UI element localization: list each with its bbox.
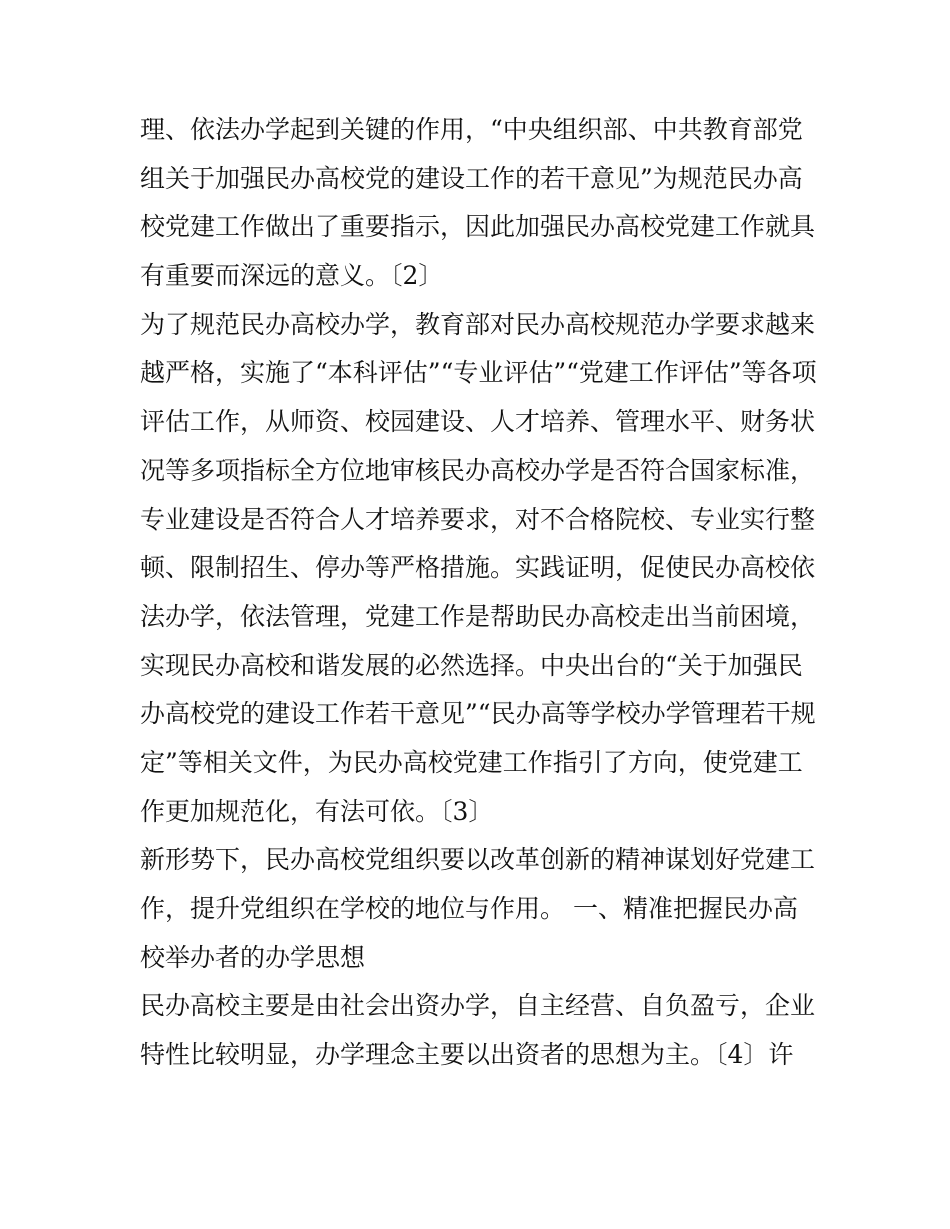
text-line-3: 校党建工作做出了重要指示，因此加强民办高校党建工作就具 bbox=[140, 212, 816, 242]
text-line-19: 民办高校主要是由社会出资办学，自主经营、自负盈亏，企业 bbox=[140, 991, 816, 1021]
text-line-14: 定”等相关文件，为民办高校党建工作指引了方向，使党建工 bbox=[140, 747, 803, 777]
text-line-17: 作，提升党组织在学校的地位与作用。 一、精准把握民办高 bbox=[140, 894, 798, 923]
text-line-1: 理、依法办学起到关键的作用，“中央组织部、中共教育部党 bbox=[140, 115, 803, 144]
text-line-13: 办高校党的建设工作若干意见”“民办高等学校办学管理若干规 bbox=[140, 699, 816, 729]
text-line-8: 况等多项指标全方位地审核民办高校办学是否符合国家标准， bbox=[140, 455, 816, 485]
document-body bbox=[140, 106, 820, 1080]
text-line-18: 校举办者的办学思想 bbox=[140, 942, 366, 972]
text-line-9: 专业建设是否符合人才培养要求，对不合格院校、专业实行整 bbox=[140, 504, 816, 534]
text-line-10: 顿、限制招生、停办等严格措施。实践证明，促使民办高校依 bbox=[140, 553, 816, 583]
text-line-2: 组关于加强民办高校党的建设工作的若干意见”为规范民办高 bbox=[140, 163, 803, 193]
text-line-15: 作更加规范化，有法可依。〔3〕 bbox=[140, 796, 494, 826]
text-line-12: 实现民办高校和谐发展的必然选择。中央出台的“关于加强民 bbox=[140, 650, 803, 680]
text-line-20: 特性比较明显，办学理念主要以出资者的思想为主。〔4〕许 bbox=[140, 1040, 794, 1070]
text-line-4: 有重要而深远的意义。〔2〕 bbox=[140, 261, 444, 291]
text-line-11: 法办学，依法管理，党建工作是帮助民办高校走出当前困境， bbox=[140, 601, 816, 631]
text-line-5: 为了规范民办高校办学，教育部对民办高校规范办学要求越来 bbox=[140, 309, 816, 339]
text-line-7: 评估工作，从师资、校园建设、人才培养、管理水平、财务状 bbox=[140, 407, 816, 437]
text-line-16: 新形势下，民办高校党组织要以改革创新的精神谋划好党建工 bbox=[140, 845, 816, 875]
text-line-6: 越严格，实施了“本科评估”“专业评估”“党建工作评估”等各项 bbox=[140, 358, 817, 388]
